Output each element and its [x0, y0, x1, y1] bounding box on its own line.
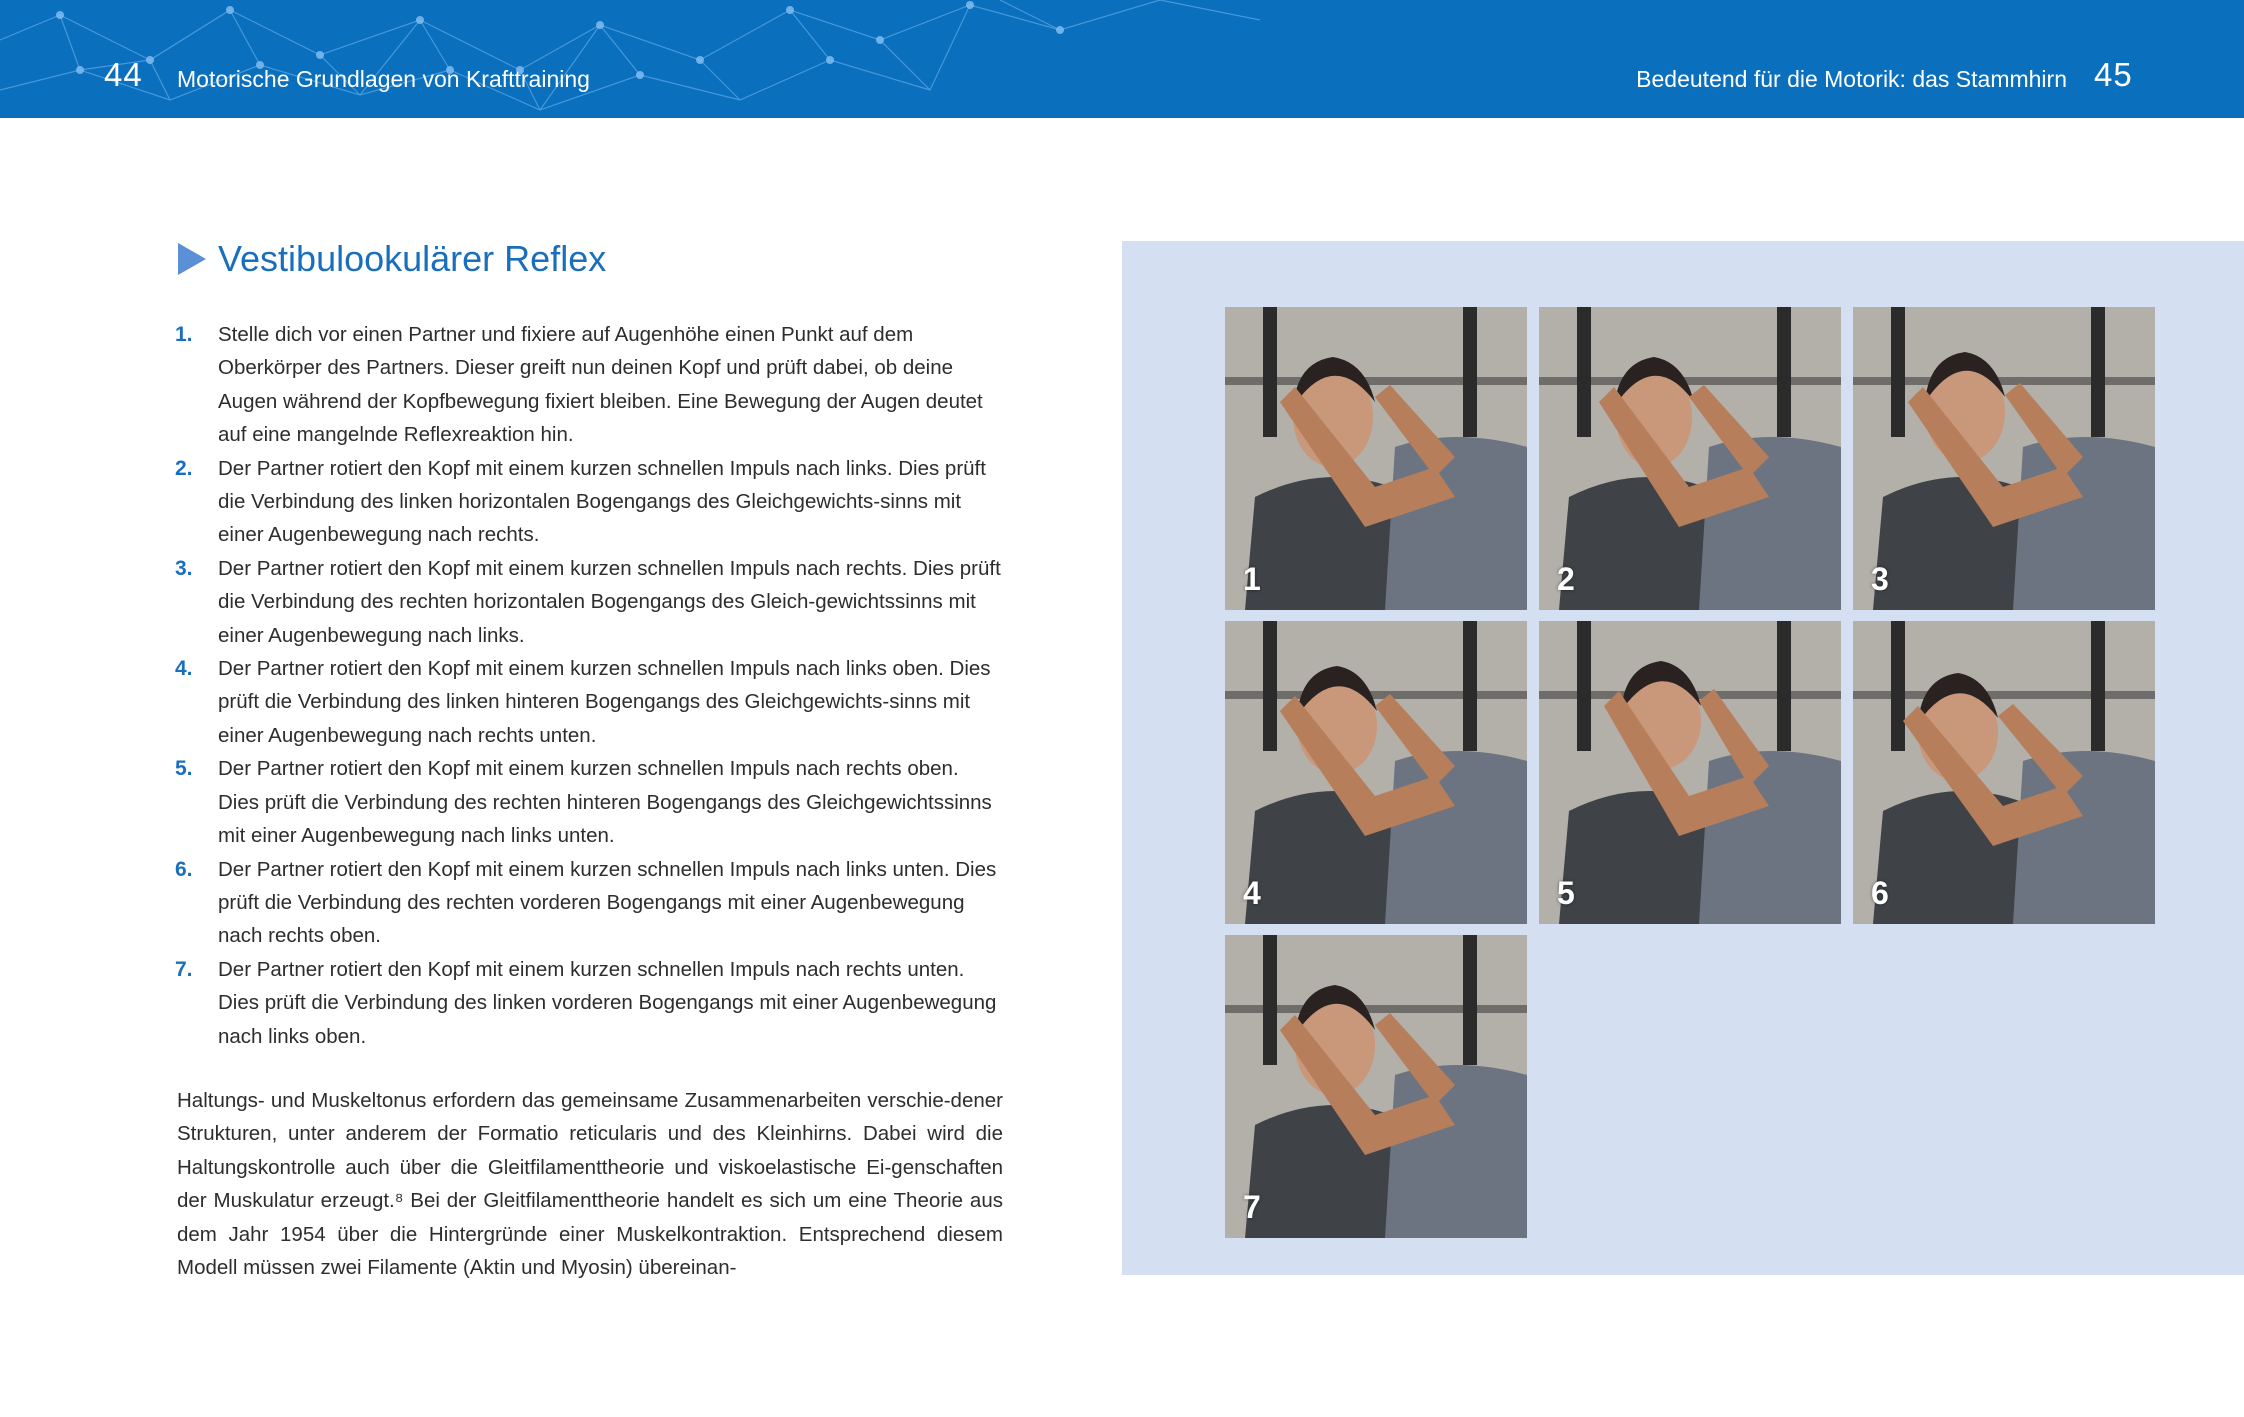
photo-illustration [1853, 621, 2155, 924]
triangle-bullet-icon [178, 243, 206, 275]
photo-illustration [1225, 935, 1527, 1238]
photo-step-4 [1225, 621, 1527, 924]
running-title-right: Bedeutend für die Motorik: das Stammhirn [1636, 66, 2067, 92]
step-text: Der Partner rotiert den Kopf mit einem kurzen schnellen Impuls nach rechts oben. Dies prüft die Verbindung des rechten hinteren Bogengangs des Gleichgewichtssinns mit einer Augenbewegung nach links unten. [218, 757, 992, 848]
step-number: 5. [175, 757, 193, 781]
photo-illustration [1225, 307, 1527, 610]
photo-illustration [1539, 307, 1841, 610]
photo-label: 5 [1557, 875, 1575, 911]
photo-label: 4 [1243, 875, 1261, 911]
body-paragraph: Haltungs- und Muskeltonus erfordern das gemeinsame Zusammenarbeiten verschie-dener Strukturen, unter anderem der Formatio reticularis und des Kleinhirns. Dabei wird die Haltungskontrolle auch über die Gleitfilamenttheorie und viskoelastische Ei-genschaften der Muskulatur erzeugt.⁸ Bei der Gleitfilamenttheorie handelt es sich um eine Theorie aus dem Jahr 1954 über die Hintergründe einer Muskelkontraktion. Entsprechend diesem Modell müssen zwei Filamente (Aktin und Myosin) übereinan- [177, 1089, 1003, 1280]
step-text: Der Partner rotiert den Kopf mit einem kurzen schnellen Impuls nach links. Dies prüft die Verbindung des linken horizontalen Bogengangs des Gleichgewichts-sinns mit einer Augenbewegung nach rechts. [218, 456, 986, 547]
step-number: 6. [175, 857, 193, 881]
photo-label: 3 [1871, 561, 1889, 597]
step-text: Der Partner rotiert den Kopf mit einem kurzen schnellen Impuls nach rechts. Dies prüft die Verbindung des rechten horizontalen Bogengangs des Gleich-gewichtssinns mit einer Augenbewegung nach links. [218, 556, 1001, 647]
page-number-right: 45 [2094, 56, 2133, 93]
photo-illustration [1225, 621, 1527, 924]
photo-illustration [1853, 307, 2155, 610]
photo-illustration [1539, 621, 1841, 924]
photo-step-6 [1853, 621, 2155, 924]
step-number: 7. [175, 957, 193, 981]
list-item [175, 552, 1005, 652]
list-item [175, 953, 1005, 1053]
network-pattern [0, 0, 1300, 118]
step-text: Der Partner rotiert den Kopf mit einem kurzen schnellen Impuls nach links oben. Dies prüft die Verbindung des linken hinteren Bogengangs des Gleichgewichts-sinns mit einer Augenbewegung nach rechts unten. [218, 657, 991, 747]
list-item [175, 452, 1005, 552]
photo-label: 7 [1243, 1189, 1261, 1225]
list-item [175, 853, 1005, 953]
photo-step-2 [1539, 307, 1841, 610]
photo-step-1 [1225, 307, 1527, 610]
photo-label: 1 [1243, 561, 1261, 597]
photo-step-3 [1853, 307, 2155, 610]
photo-label: 6 [1871, 875, 1889, 911]
list-item [175, 652, 1005, 752]
photo-label: 2 [1557, 561, 1575, 597]
photo-step-7 [1225, 935, 1527, 1238]
section-title: Vestibulookulärer Reflex [218, 238, 607, 279]
photo-step-5 [1539, 621, 1841, 924]
step-number: 2. [175, 456, 193, 480]
page-header [0, 0, 2244, 118]
step-number: 3. [175, 556, 193, 580]
step-number: 4. [175, 657, 193, 681]
list-item [175, 752, 1005, 852]
step-text: Der Partner rotiert den Kopf mit einem kurzen schnellen Impuls nach links unten. Dies prüft die Verbindung des rechten vorderen Bogengangs mit einer Augenbewegung nach rechts oben. [218, 857, 997, 948]
step-text: Stelle dich vor einen Partner und fixiere auf Augenhöhe einen Punkt auf dem Oberkörper des Partners. Dieser greift nun deinen Kopf und prüft dabei, ob deine Augen während der Kopfbewegung fixiert bleiben. Eine Bewegung der Augen deutet auf eine mangelnde Reflexreaktion hin. [218, 323, 983, 447]
photo-panel [1122, 241, 2244, 1275]
steps-list [175, 318, 1005, 1053]
running-title-left: Motorische Grundlagen von Krafttraining [177, 66, 590, 92]
page-number-left: 44 [104, 56, 143, 93]
list-item [175, 318, 1005, 452]
step-text: Der Partner rotiert den Kopf mit einem kurzen schnellen Impuls nach rechts unten. Dies prüft die Verbindung des linken vorderen Bogengangs mit einer Augenbewegung nach links oben. [218, 957, 997, 1048]
section-heading [178, 238, 606, 280]
step-number: 1. [175, 323, 193, 346]
